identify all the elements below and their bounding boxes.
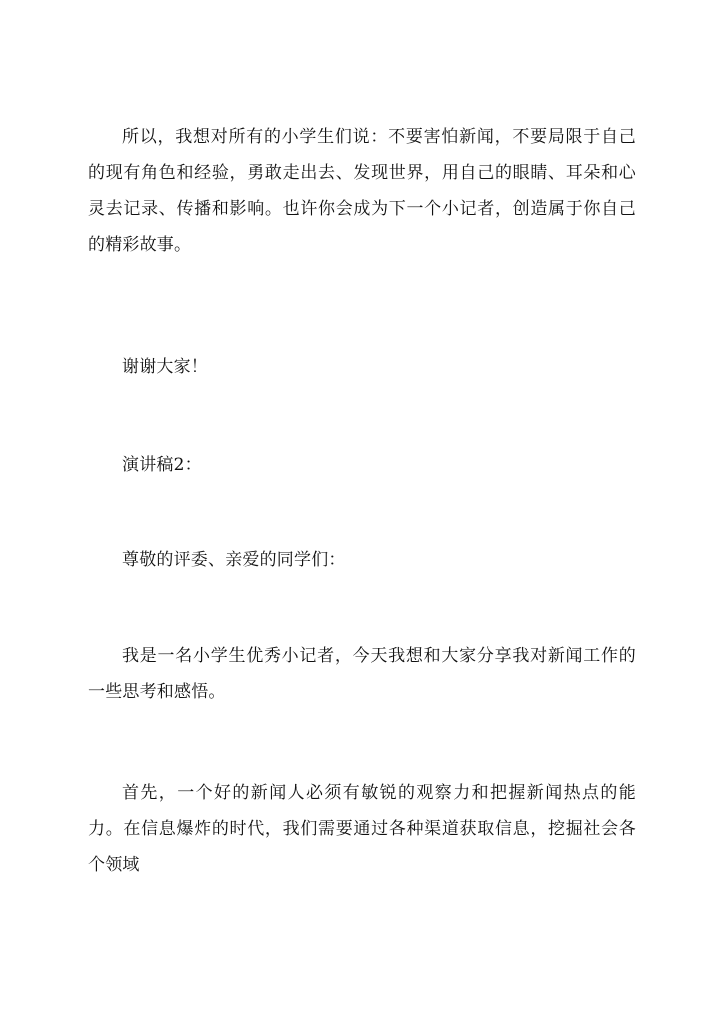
paragraph-salutation: 尊敬的评委、亲爱的同学们：	[122, 550, 346, 570]
paragraph-thanks: 谢谢大家！	[122, 357, 208, 377]
speech-heading: 演讲稿2：	[122, 455, 202, 475]
paragraph-introduction: 我是一名小学生优秀小记者，今天我想和大家分享我对新闻工作的一些思考和感悟。	[88, 646, 636, 702]
paragraph-first-point: 首先，一个好的新闻人必须有敏锐的观察力和把握新闻热点的能力。在信息爆炸的时代，我们需要通过各种渠道获取信息，挖掘社会各个领域	[88, 783, 636, 875]
paragraph-conclusion: 所以，我想对所有的小学生们说：不要害怕新闻，不要局限于自己的现有角色和经验，勇敢走出去、发现世界，用自己的眼睛、耳朵和心灵去记录、传播和影响。也许你会成为下一个小记者，创造属于你自己的精彩故事。	[88, 127, 636, 255]
